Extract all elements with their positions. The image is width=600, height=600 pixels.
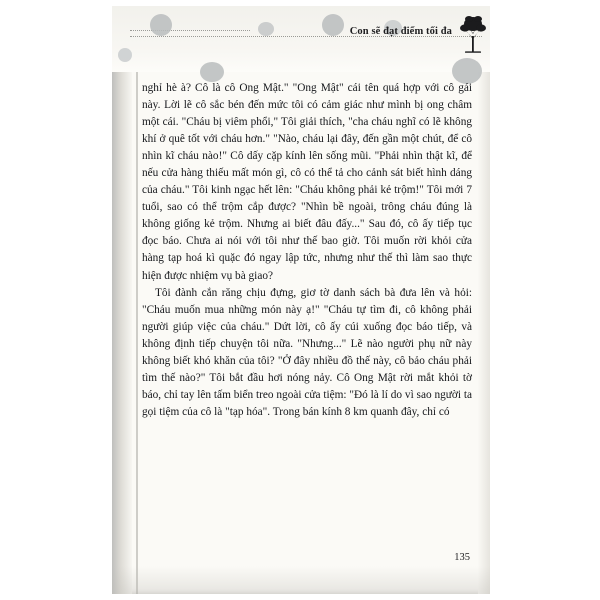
glare-blob (150, 14, 172, 36)
page-right-edge (478, 6, 490, 594)
page-gutter-shadow (112, 6, 132, 594)
glare-blob (118, 48, 132, 62)
paragraph: Tôi đành cắn răng chịu đựng, giơ tờ danh sách bà đưa lên và hỏi: "Cháu muốn mua những món này ạ!" "Cháu tự tìm đi, cô không phải người giúp việc của cháu." Dứt lời, cô ấy cúi xuống đọc báo tiếp, và không định tiếp chuyện tôi nữa. "Nhưng..." Lẽ nào người phụ nữ này không biết khó khăn của tôi? "Ở đây nhiều đồ thế này, cô bảo cháu phải tìm thế nào?" Tôi bắt đầu hơi nóng nảy. Cô Ong Mật rời mắt khỏi tờ báo, chỉ tay lên tấm biển treo ngoài cửa tiệm: "Đó là lí do vì sao người ta gọi tiệm của cô là "tạp hóa". Trong bán kính 8 km quanh đây, chỉ có (142, 286, 472, 418)
running-header: Con sẽ đạt điểm tối đa (349, 26, 452, 37)
dotted-cut-line-secondary (130, 30, 250, 31)
glare-blob (258, 22, 274, 36)
left-margin-background (0, 0, 112, 600)
tree-icon (456, 14, 490, 54)
right-margin-background (490, 0, 600, 600)
glare-blob (200, 62, 224, 82)
page-crease (136, 6, 138, 594)
page-top-glare (112, 6, 490, 72)
page-bottom-shadow (112, 566, 490, 594)
page-number: 135 (454, 552, 470, 563)
page-body-text (142, 80, 472, 421)
paragraph: nghỉ hè à? Cô là cô Ong Mật." "Ong Mật" cái tên quá hợp với cô gái này. Lời lẽ cô sắc bén đến mức tôi có cảm giác như mình bị ong châm một cái. "Cháu bị viêm phổi," Tôi giải thích, "cha cháu nghĩ có lẽ không khí ở quê tốt với cháu hơn." "Nào, cháu lại đây, đến gần một chút, để cô nhìn kĩ cháu nào!" Cô dấy cặp kính lên sống mũi. "Phải nhìn thật kĩ, để nếu cửa hàng thiếu mất món gì, cô có thể tả cho cảnh sát biết hình dáng của cháu." Tôi kinh ngạc hết lên: "Cháu không phải kẻ trộm!" Tôi mới 7 tuổi, sao có thể trộm cắp được? "Nhìn bề ngoài, trông cháu đúng là không giống kẻ trộm. Nhưng ai biết đâu đấy..." Sau đó, cô ấy tiếp tục đọc báo. Chưa ai nói với tôi như thế bao giờ. Tôi muốn rời khỏi cửa hàng tạp hoá kì quặc đó ngay lập tức, nhưng như thế thì làm sao thực hiện được nhiệm vụ bà giao? (142, 82, 472, 282)
